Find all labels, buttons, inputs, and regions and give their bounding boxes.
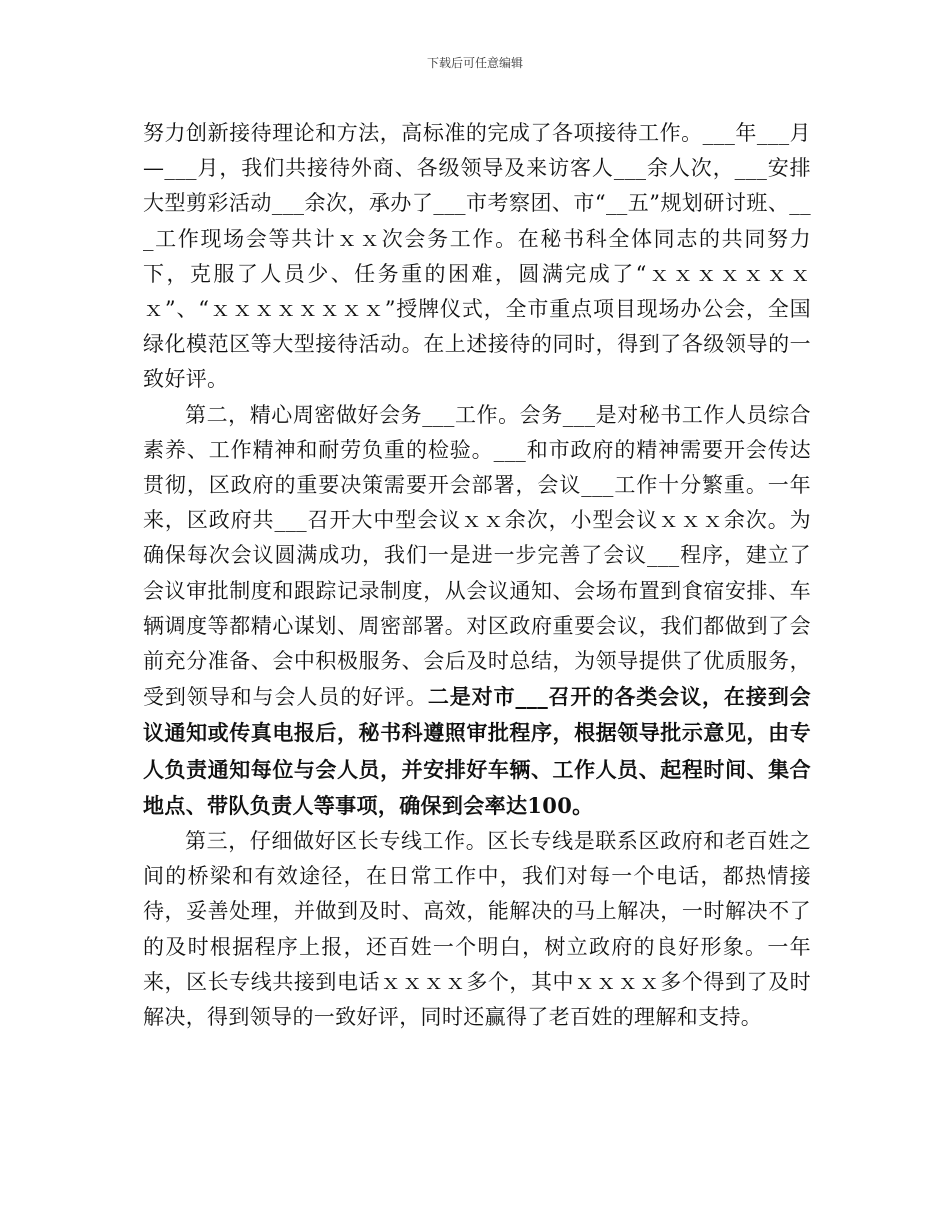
paragraph-bold-text: 二是对市___召开的各类会议，在接到会议通知或传真电报后，秘书科遵照审批程序，根据领导批示意见，由专人负责通知每位与会人员，并安排好车辆、工作人员、起程时间、集合地点、带队负责人等事项，确保到会率达100。 [143, 684, 811, 818]
paragraph-reception-work [143, 116, 811, 398]
page-header: 下载后可任意编辑 [426, 56, 523, 70]
paragraph-meeting-affairs [143, 398, 811, 824]
paragraph-mayor-hotline [143, 824, 811, 1035]
paragraph-text: 努力创新接待理论和方法，高标准的完成了各项接待工作。___年___月—___月，我们共接待外商、各级领导及来访客人___余人次，___安排大型剪彩活动___余次，承办了___市考察团、市“__五”规划研讨班、___工作现场会等共计ｘｘ次会务工作。在秘书科全体同志的共同努力下，克服了人员少、任务重的困难，圆满完成了“ｘｘｘｘｘｘｘｘ”、“ｘｘｘｘｘｘｘｘ”授牌仪式，全市重点项目现场办公会，全国绿化模范区等大型接待活动。在上述接待的同时，得到了各级领导的一致好评。 [143, 121, 811, 392]
document-body [143, 116, 811, 1035]
paragraph-text: 第三，仔细做好区长专线工作。区长专线是联系区政府和老百姓之间的桥梁和有效途径，在日常工作中，我们对每一个电话，都热情接待，妥善处理，并做到及时、高效，能解决的马上解决，一时解决不了的及时根据程序上报，还百姓一个明白，树立政府的良好形象。一年来，区长专线共接到电话ｘｘｘｘ多个，其中ｘｘｘｘ多个得到了及时解决，得到领导的一致好评，同时还赢得了老百姓的理解和支持。 [143, 829, 811, 1030]
paragraph-text: 第二，精心周密做好会务___工作。会务___是对秘书工作人员综合素养、工作精神和耐劳负重的检验。___和市政府的精神需要开会传达贯彻，区政府的重要决策需要开会部署，会议___工作十分繁重。一年来，区政府共___召开大中型会议ｘｘ余次，小型会议ｘｘｘ余次。为确保每次会议圆满成功，我们一是进一步完善了会议___程序，建立了会议审批制度和跟踪记录制度，从会议通知、会场布置到食宿安排、车辆调度等都精心谋划、周密部署。对区政府重要会议，我们都做到了会前充分准备、会中积极服务、会后及时总结，为领导提供了优质服务，受到领导和与会人员的好评。 [143, 402, 811, 710]
